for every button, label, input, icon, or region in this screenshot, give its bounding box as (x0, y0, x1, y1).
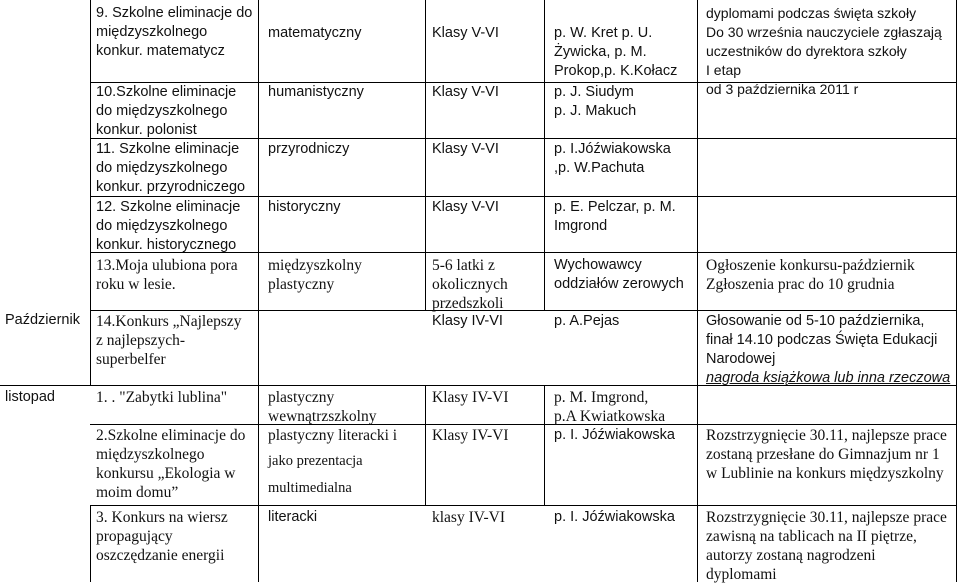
grid-line (425, 0, 426, 310)
grid-line (544, 385, 545, 505)
month-label: Październik (5, 312, 80, 328)
notes: dyplomami podczas święta szkoły Do 30 września nauczyciele zgłaszają uczestników do dyrektora szkoły I etap od 3 października 2011 r (706, 5, 942, 97)
notes: Rozstrzygnięcie 30.11, najlepsze prace zostaną przesłane do Gimnazjum nr 1 w Lublinie na konkurs międzyszkolny (706, 427, 947, 482)
grid-line (956, 0, 957, 582)
notes: Rozstrzygnięcie 30.11, najlepsze prace zawisną na tablicach na II piętrze, autorzy zostaną nagrodzeni dyplomami (706, 509, 947, 583)
grid-line (258, 0, 259, 582)
class-range: Klasy IV-VI (432, 389, 509, 406)
month-label: listopad (5, 389, 55, 405)
class-range: Klasy IV-VI (432, 313, 503, 329)
event-name: 12. Szkolne eliminacje do międzyszkolnego konkur. historycznego (96, 199, 241, 253)
event-name: 14.Konkurs „Najlepszy z najlepszych- superbelfer (96, 313, 242, 368)
notes: Ogłoszenie konkursu-październik Zgłoszenia prac do 10 grudnia (706, 257, 915, 293)
event-name: 13.Moja ulubiona pora roku w lesie. (96, 257, 238, 293)
teacher: p. W. Kret p. U. Żywicka, p. M. Prokop,p. K.Kołacz (554, 25, 678, 79)
contest-type: multimedialna (268, 480, 352, 496)
contest-type: przyrodniczy (268, 141, 350, 157)
contest-type: matematyczny (268, 25, 362, 41)
class-range: Klasy IV-VI (432, 427, 509, 444)
grid-line (90, 310, 956, 311)
event-name: 11. Szkolne eliminacje do międzyszkolnego konkur. przyrodniczego (96, 141, 246, 195)
class-range: 5-6 latki z okolicznych przedszkoli (432, 257, 508, 312)
teacher: p. I. Jóźwiakowska (554, 427, 675, 443)
contest-type: humanistyczny (268, 84, 364, 100)
contest-type: literacki (268, 509, 318, 525)
contest-type: plastyczny wewnątrzszkolny (268, 389, 377, 425)
teacher: Wychowawcy oddziałów zerowych (554, 257, 684, 292)
class-range: Klasy V-VI (432, 141, 499, 157)
grid-line (90, 0, 91, 385)
event-name: 3. Konkurs na wiersz propagujący oszczędzanie energii (96, 509, 228, 564)
grid-line (425, 385, 426, 505)
event-name: 2.Szkolne eliminacje do międzyszkolnego konkursu „Ekologia w moim domu” (96, 427, 246, 501)
teacher: p. I. Jóźwiakowska (554, 509, 675, 525)
class-range: klasy IV-VI (432, 509, 506, 526)
class-range: Klasy V-VI (432, 84, 499, 100)
class-range: Klasy V-VI (432, 199, 499, 215)
grid-line (697, 0, 698, 582)
grid-line (90, 505, 91, 582)
teacher: p. M. Imgrond, p.A Kwiatkowska (554, 389, 666, 425)
notes: Głosowanie od 5-10 października, finał 14.10 podczas Święta Edukacji Narodowej (706, 313, 938, 367)
event-name: 1. . "Zabytki lublina" (96, 389, 228, 406)
contest-type: jako prezentacja (268, 453, 363, 469)
teacher: p. E. Pelczar, p. M. Imgrond (554, 199, 676, 234)
contest-type: plastyczny literacki i (268, 427, 398, 444)
contest-type: międzyszkolny plastyczny (268, 257, 362, 293)
teacher: p. J. Siudym p. J. Makuch (554, 84, 637, 119)
grid-line (90, 424, 956, 425)
teacher: p. I.Jóźwiakowska ,p. W.Pachuta (554, 141, 671, 176)
notes-emphasis: nagroda książkowa lub inna rzeczowa (706, 370, 951, 386)
teacher: p. A.Pejas (554, 313, 620, 329)
event-name: 9. Szkolne eliminacje do międzyszkolnego konkur. matematycz (96, 5, 253, 59)
event-name: 10.Szkolne eliminacje do międzyszkolnego konkur. polonist (96, 84, 237, 138)
class-range: Klasy V-VI (432, 25, 499, 41)
grid-line (544, 0, 545, 310)
grid-line (90, 505, 956, 506)
contest-type: historyczny (268, 199, 341, 215)
